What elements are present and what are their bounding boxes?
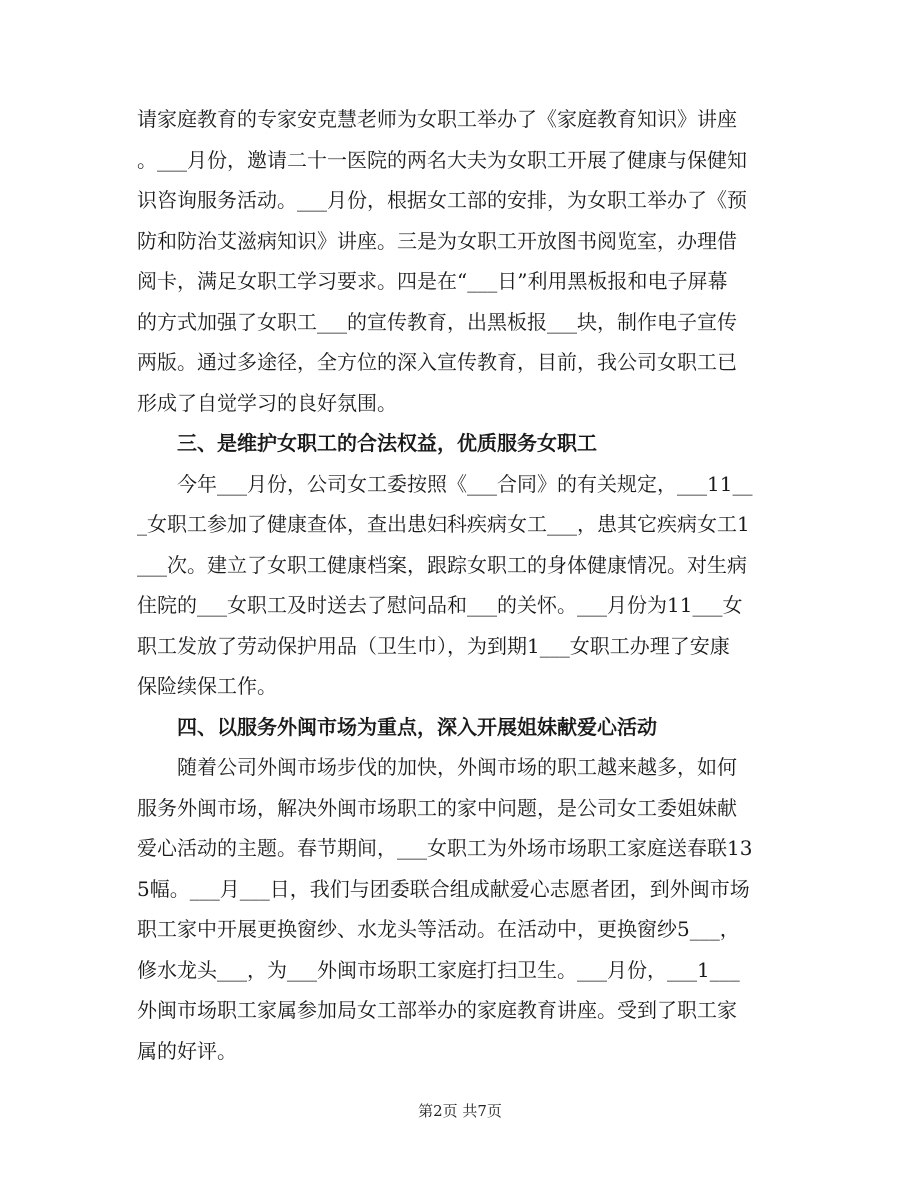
body-line: 服务外闽市场，解决外闽市场职工的家中问题，是公司女工委姐妹献	[137, 795, 737, 820]
body-line: _女职工参加了健康查体，查出患妇科疾病女工___，患其它疾病女工1	[137, 512, 750, 536]
section-heading-3: 三、是维护女职工的合法权益，优质服务女职工	[177, 431, 597, 455]
body-line: 住院的___女职工及时送去了慰问品和___的关怀。___月份为11___女	[137, 593, 743, 617]
body-line: 爱心活动的主题。春节期间，___女职工为外场市场职工家庭送春联13	[137, 836, 753, 860]
body-line: 职工发放了劳动保护用品（卫生巾），为到期1___女职工办理了安康	[137, 633, 730, 658]
body-line: 的方式加强了女职工___的宣传教育，出黑板报___块，制作电子宣传	[137, 309, 737, 334]
body-line: 修水龙头___，为___外闽市场职工家庭打扫卫生。___月份，___1___	[137, 957, 740, 982]
paragraph-first-line: 随着公司外闽市场步伐的加快，外闽市场的职工越来越多，如何	[177, 755, 737, 779]
body-line: 职工家中开展更换窗纱、水龙头等活动。在活动中，更换窗纱5___，	[137, 917, 740, 941]
body-line: 防和防治艾滋病知识》讲座。三是为女职工开放图书阅览室，办理借	[137, 228, 737, 253]
body-line: 两版。通过多途径，全方位的深入宣传教育，目前，我公司女职工已	[137, 350, 737, 374]
body-line: 形成了自觉学习的良好氛围。	[137, 390, 397, 415]
paragraph-first-line: 今年___月份，公司女工委按照《___合同》的有关规定，___11__	[177, 471, 753, 496]
body-line: 属的好评。	[137, 1038, 237, 1063]
body-line: 5幅。___月___日，我们与团委联合组成献爱心志愿者团，到外闽市场	[137, 876, 750, 901]
body-line: 请家庭教育的专家安克慧老师为女职工举办了《家庭教育知识》讲座	[137, 107, 737, 131]
body-line: 识咨询服务活动。___月份，根据女工部的安排，为女职工举办了《预	[137, 188, 747, 212]
body-line: 。___月份，邀请二十一医院的两名大夫为女职工开展了健康与保健知	[137, 147, 747, 172]
body-line: 外闽市场职工家属参加局女工部举办的家庭教育讲座。受到了职工家	[137, 998, 737, 1022]
page-number-footer: 第2页 共7页	[418, 1102, 502, 1120]
section-heading-4: 四、以服务外闽市场为重点，深入开展姐妹献爱心活动	[177, 714, 657, 739]
body-line: 保险续保工作。	[137, 674, 277, 698]
body-line: ___次。建立了女职工健康档案，跟踪女职工的身体健康情况。对生病	[137, 552, 747, 577]
document-body	[137, 99, 777, 1071]
body-line: 阅卡，满足女职工学习要求。四是在“___日”利用黑板报和电子屏幕	[137, 269, 728, 293]
